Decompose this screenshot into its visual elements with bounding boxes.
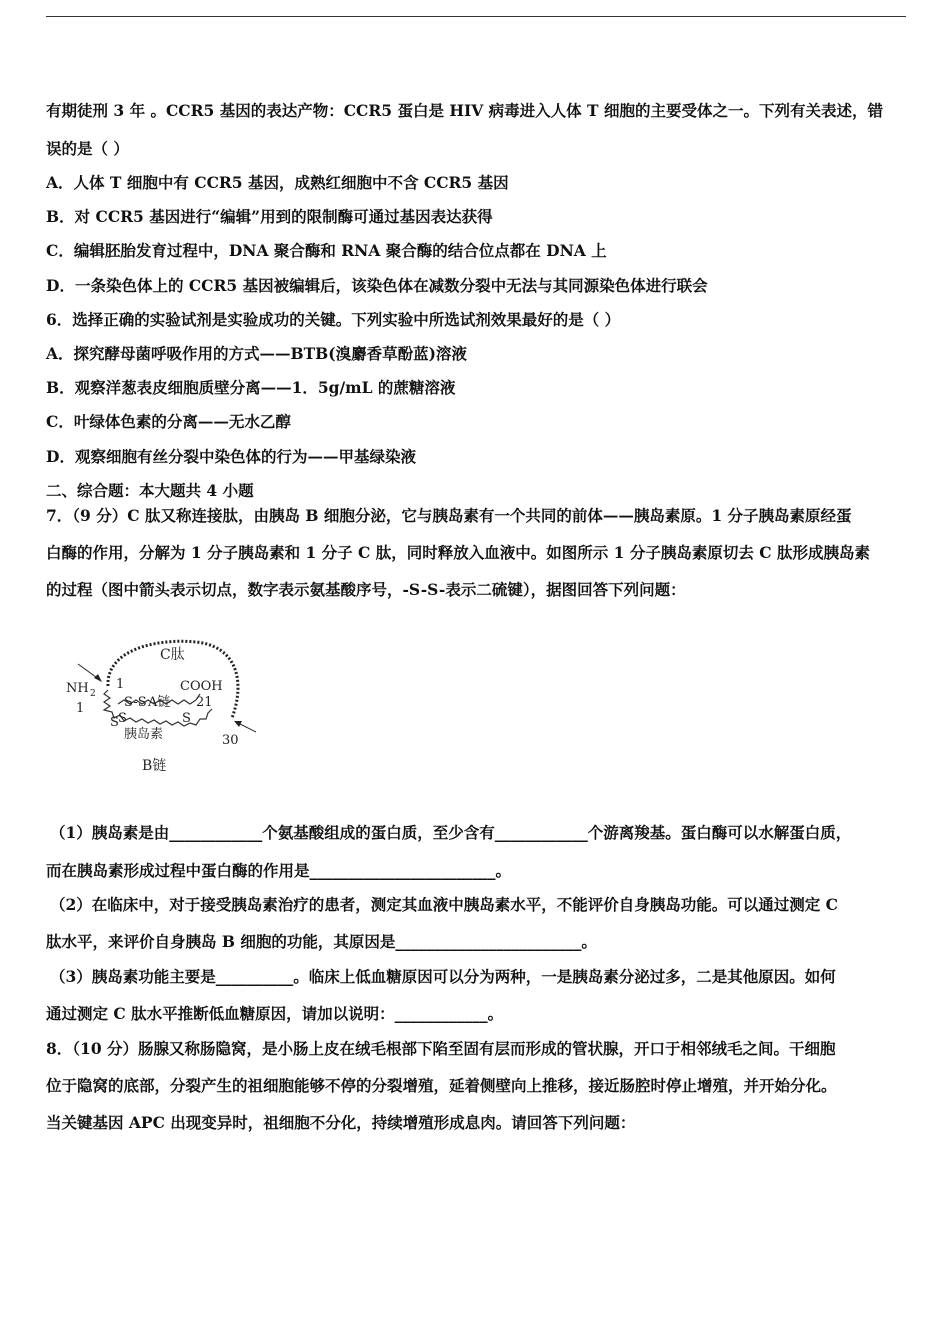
option-a: A．探究酵母菌呼吸作用的方式——BTB(溴麝香草酚蓝)溶液	[46, 344, 467, 363]
nh2-label: NH	[66, 681, 89, 696]
sulfur-label: S	[110, 715, 119, 730]
disulfide-bond-label: S-S	[124, 695, 147, 710]
a-chain-end-number: 21	[196, 695, 213, 710]
option-d: D．观察细胞有丝分裂中染色体的行为——甲基绿染液	[46, 447, 416, 466]
a-chain-label: A链	[148, 695, 171, 710]
sub-question-1: （1）胰岛素是由____________个氨基酸组成的蛋白质，至少含有____________个游离羧基。蛋白酶可以水解蛋白质，	[50, 823, 852, 842]
c-peptide-label: C肽	[160, 647, 185, 663]
b-chain-label: B链	[142, 758, 167, 774]
b-chain-start-number: 1	[76, 701, 85, 716]
text-line: 肽水平，来评价自身胰岛 B 细胞的功能，其原因是________________________。	[46, 932, 597, 951]
option-b: B．观察洋葱表皮细胞质壁分离——1．5g/mL 的蔗糖溶液	[46, 378, 456, 397]
question-6: 6．选择正确的实验试剂是实验成功的关键。下列实验中所选试剂效果最好的是（ ）	[46, 310, 621, 329]
text-line: 通过测定 C 肽水平推断低血糖原因，请加以说明：____________。	[46, 1004, 504, 1023]
section-heading: 二、综合题：本大题共 4 小题	[46, 481, 254, 500]
sulfur-label: S	[182, 711, 191, 726]
text-line: 误的是（ ）	[46, 139, 129, 158]
question-8: 8．（10 分）肠腺又称肠隐窝，是小肠上皮在绒毛根部下陷至固有层而形成的管状腺，开口于相邻绒毛之间。干细胞	[46, 1039, 836, 1058]
text-line: 位于隐窝的底部，分裂产生的祖细胞能够不停的分裂增殖，延着侧壁向上推移，接近肠腔时停止增殖，并开始分化。	[46, 1076, 837, 1095]
option-c: C．叶绿体色素的分离——无水乙醇	[46, 412, 291, 431]
insulin-diagram	[56, 630, 286, 790]
header-rule	[46, 16, 906, 17]
option-d: D．一条染色体上的 CCR5 基因被编辑后，该染色体在减数分裂中无法与其同源染色体进行联会	[46, 276, 708, 295]
option-c: C．编辑胚胎发育过程中，DNA 聚合酶和 RNA 聚合酶的结合位点都在 DNA 上	[46, 241, 607, 260]
sulfur-label: S	[118, 711, 127, 726]
sub-question-2: （2）在临床中，对于接受胰岛素治疗的患者，测定其血液中胰岛素水平，不能评价自身胰岛功能。可以通过测定 C	[50, 895, 839, 914]
nh2-subscript: 2	[90, 689, 96, 699]
text-line: 有期徒刑 3 年 。CCR5 基因的表达产物：CCR5 蛋白是 HIV 病毒进入人体 T 细胞的主要受体之一。下列有关表述，错	[46, 101, 883, 120]
text-line: 当关键基因 APC 出现变异时，祖细胞不分化，持续增殖形成息肉。请回答下列问题：	[46, 1113, 636, 1132]
cooh-label: COOH	[180, 679, 223, 694]
option-b: B．对 CCR5 基因进行“编辑”用到的限制酶可通过基因表达获得	[46, 207, 493, 226]
b-chain-end-number: 30	[222, 733, 239, 748]
option-a: A．人体 T 细胞中有 CCR5 基因，成熟红细胞中不含 CCR5 基因	[46, 173, 509, 192]
text-line: 的过程（图中箭头表示切点，数字表示氨基酸序号，-S-S-表示二硫键），据图回答下列问题：	[46, 580, 686, 599]
question-7: 7．（9 分）C 肽又称连接肽，由胰岛 B 细胞分泌，它与胰岛素有一个共同的前体——胰岛素原。1 分子胰岛素原经蛋	[46, 506, 852, 525]
text-line: 而在胰岛素形成过程中蛋白酶的作用是________________________。	[46, 861, 512, 880]
insulin-label: 胰岛素	[124, 727, 164, 742]
text-line: 白酶的作用，分解为 1 分子胰岛素和 1 分子 C 肽，同时释放入血液中。如图所示 1 分子胰岛素原切去 C 肽形成胰岛素	[46, 543, 870, 562]
sub-question-3: （3）胰岛素功能主要是__________。临床上低血糖原因可以分为两种，一是胰岛素分泌过多，二是其他原因。如何	[50, 967, 836, 986]
a-chain-start-number: 1	[116, 677, 125, 692]
